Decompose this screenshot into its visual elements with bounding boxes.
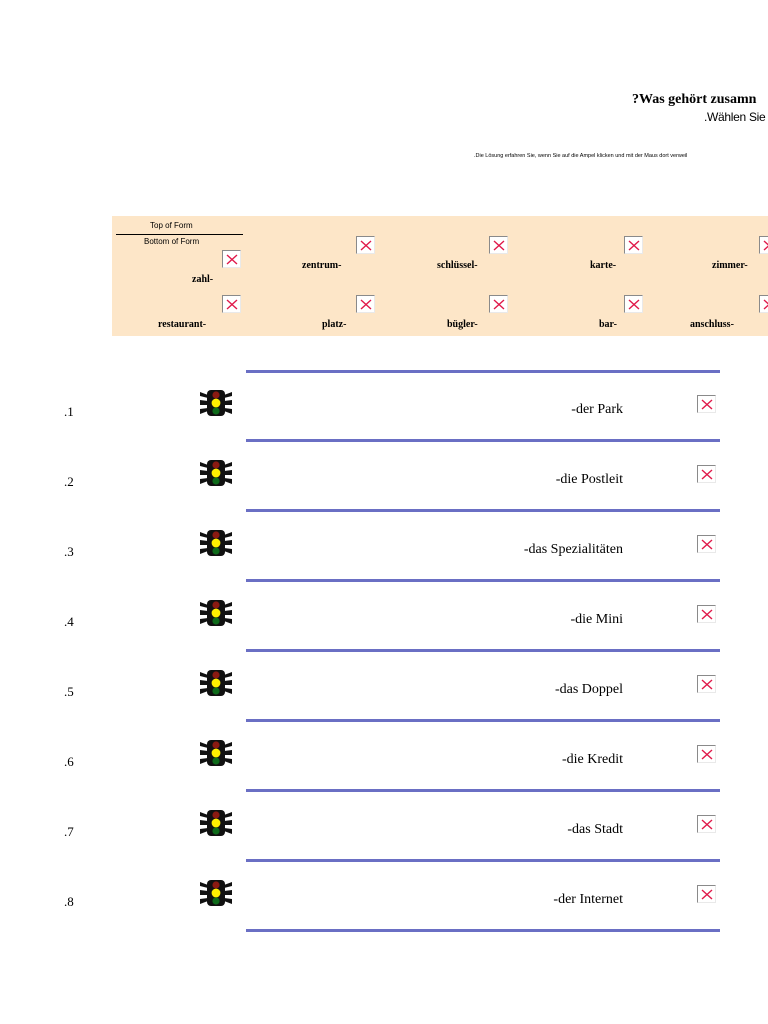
- row-divider: [246, 859, 720, 862]
- broken-image-x-icon: [360, 299, 372, 310]
- question-prompt: -das Doppel: [554, 682, 623, 697]
- question-number: .8: [64, 894, 74, 909]
- row-divider: [246, 649, 720, 652]
- broken-image-x-icon: [226, 299, 238, 310]
- page-subtitle: .Wählen Sie: [704, 110, 766, 124]
- broken-image-x-icon: [701, 469, 713, 480]
- broken-image-x-icon: [701, 609, 713, 620]
- traffic-light-icon: [199, 459, 233, 487]
- solution-traffic-light[interactable]: [199, 739, 233, 767]
- page-title: ?Was gehört zusamn: [632, 92, 757, 107]
- broken-image-x-icon: [763, 240, 768, 251]
- solution-traffic-light[interactable]: [199, 459, 233, 487]
- question-number: .6: [64, 754, 74, 769]
- answer-checkbox[interactable]: [697, 745, 716, 763]
- broken-image-x-icon: [701, 679, 713, 690]
- row-divider: [246, 370, 720, 373]
- word-option: restaurant-: [158, 319, 207, 330]
- traffic-light-icon: [199, 809, 233, 837]
- word-option: zentrum-: [302, 260, 342, 271]
- row-divider: [246, 719, 720, 722]
- answer-checkbox[interactable]: [697, 885, 716, 903]
- word-option: zahl-: [192, 274, 214, 285]
- broken-image-x-icon: [701, 749, 713, 760]
- solution-traffic-light[interactable]: [199, 599, 233, 627]
- answer-checkbox[interactable]: [697, 675, 716, 693]
- word-checkbox-bar[interactable]: [624, 295, 643, 313]
- question-number: .5: [64, 684, 74, 699]
- broken-image-x-icon: [360, 240, 372, 251]
- question-number: .3: [64, 544, 74, 559]
- answer-checkbox[interactable]: [697, 465, 716, 483]
- solution-traffic-light[interactable]: [199, 389, 233, 417]
- broken-image-x-icon: [701, 889, 713, 900]
- traffic-light-icon: [199, 599, 233, 627]
- question-number: .2: [64, 474, 74, 489]
- broken-image-x-icon: [226, 254, 238, 265]
- question-prompt: -das Stadt: [567, 822, 623, 837]
- broken-image-x-icon: [628, 240, 640, 251]
- traffic-light-icon: [199, 739, 233, 767]
- row-divider: [246, 789, 720, 792]
- word-option: platz-: [322, 319, 347, 330]
- broken-image-x-icon: [701, 399, 713, 410]
- word-checkbox-schluessel[interactable]: [489, 236, 508, 254]
- word-option: karte-: [590, 260, 617, 271]
- top-of-form-label: Top of Form: [150, 221, 193, 230]
- word-checkbox-karte[interactable]: [624, 236, 643, 254]
- row-divider: [246, 439, 720, 442]
- question-prompt: -der Internet: [553, 892, 623, 907]
- traffic-light-icon: [199, 529, 233, 557]
- instruction-hint: .Die Lösung erfahren Sie, wenn Sie auf die Ampel klicken und mit der Maus dort verweil: [474, 153, 688, 159]
- word-option: schlüssel-: [437, 260, 478, 271]
- question-prompt: -die Mini: [570, 612, 623, 627]
- question-prompt: -die Postleit: [555, 472, 623, 487]
- word-checkbox-zimmer[interactable]: [759, 236, 768, 254]
- broken-image-x-icon: [701, 539, 713, 550]
- word-checkbox-platz[interactable]: [356, 295, 375, 313]
- question-prompt: -der Park: [571, 402, 623, 417]
- broken-image-x-icon: [493, 240, 505, 251]
- row-divider: [246, 579, 720, 582]
- traffic-light-icon: [199, 389, 233, 417]
- bottom-of-form-label: Bottom of Form: [144, 237, 200, 246]
- answer-checkbox[interactable]: [697, 535, 716, 553]
- solution-traffic-light[interactable]: [199, 809, 233, 837]
- word-option: zimmer-: [712, 260, 748, 271]
- word-checkbox-zahl[interactable]: [222, 250, 241, 268]
- answer-checkbox[interactable]: [697, 395, 716, 413]
- broken-image-x-icon: [628, 299, 640, 310]
- word-checkbox-restaurant[interactable]: [222, 295, 241, 313]
- traffic-light-icon: [199, 879, 233, 907]
- answer-checkbox[interactable]: [697, 815, 716, 833]
- word-checkbox-buegler[interactable]: [489, 295, 508, 313]
- word-option: anschluss-: [690, 319, 734, 330]
- question-prompt: -das Spezialitäten: [523, 542, 623, 557]
- answer-checkbox[interactable]: [697, 605, 716, 623]
- row-divider: [246, 509, 720, 512]
- word-checkbox-zentrum[interactable]: [356, 236, 375, 254]
- solution-traffic-light[interactable]: [199, 529, 233, 557]
- form-divider: [116, 234, 243, 235]
- broken-image-x-icon: [493, 299, 505, 310]
- question-prompt: -die Kredit: [561, 752, 623, 767]
- row-divider: [246, 929, 720, 932]
- word-option: bar-: [599, 319, 617, 330]
- traffic-light-icon: [199, 669, 233, 697]
- question-number: .7: [64, 824, 74, 839]
- word-checkbox-anschluss[interactable]: [759, 295, 768, 313]
- solution-traffic-light[interactable]: [199, 669, 233, 697]
- solution-traffic-light[interactable]: [199, 879, 233, 907]
- question-number: .4: [64, 614, 74, 629]
- broken-image-x-icon: [763, 299, 768, 310]
- broken-image-x-icon: [701, 819, 713, 830]
- question-number: .1: [64, 404, 74, 419]
- word-option: bügler-: [447, 319, 478, 330]
